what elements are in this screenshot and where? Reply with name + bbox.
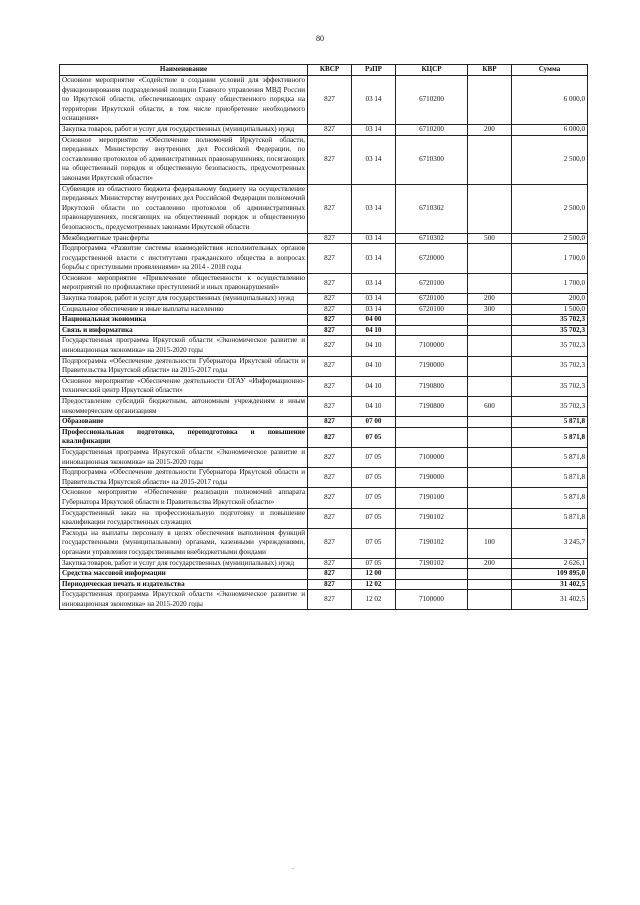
cell-sum: 5 871,8 <box>512 488 588 508</box>
cell-name: Закупка товаров, работ и услуг для государственных (муниципальных) нужд <box>60 124 308 135</box>
cell-kvsr: 827 <box>308 294 352 305</box>
cell-kvr: 500 <box>468 233 512 244</box>
cell-kvsr: 827 <box>308 447 352 467</box>
table-row <box>60 508 588 528</box>
cell-kvr <box>468 336 512 356</box>
cell-sum: 109 895,0 <box>512 569 588 580</box>
table-row <box>60 468 588 488</box>
cell-kvsr: 827 <box>308 135 352 184</box>
cell-sum: 31 402,5 <box>512 590 588 610</box>
cell-kcsr: 6720100 <box>396 304 468 315</box>
cell-kvsr: 827 <box>308 356 352 376</box>
cell-kcsr: 6710302 <box>396 233 468 244</box>
cell-name: Профессиональная подготовка, переподготовка и повышение квалификации <box>60 427 308 447</box>
cell-rzpr: 12 02 <box>352 579 396 590</box>
cell-kvsr: 827 <box>308 76 352 125</box>
budget-table <box>59 64 588 610</box>
cell-rzpr: 07 05 <box>352 427 396 447</box>
table-row <box>60 569 588 580</box>
cell-kcsr: 7190800 <box>396 376 468 396</box>
cell-rzpr: 03 14 <box>352 233 396 244</box>
cell-name: Подпрограмма «Обеспечение деятельности Губернатора Иркутской области и Правительства Иркутской области» на 2015-2017 годы <box>60 468 308 488</box>
cell-rzpr: 03 14 <box>352 124 396 135</box>
cell-kcsr <box>396 325 468 336</box>
cell-kvr <box>468 569 512 580</box>
cell-sum: 2 500,0 <box>512 184 588 233</box>
cell-kvr <box>468 356 512 376</box>
cell-rzpr: 07 05 <box>352 558 396 569</box>
table-body <box>60 76 588 610</box>
table-row <box>60 273 588 293</box>
cell-name: Государственный заказ на профессиональную подготовку и повышение квалификации государственных служащих <box>60 508 308 528</box>
table-row <box>60 397 588 417</box>
table-row <box>60 356 588 376</box>
cell-name: Подпрограмма «Обеспечение деятельности Губернатора Иркутской области и Правительства Иркутской области» на 2015-2017 годы <box>60 356 308 376</box>
cell-kvsr: 827 <box>308 528 352 558</box>
cell-name: Закупка товаров, работ и услуг для государственных (муниципальных) нужд <box>60 558 308 569</box>
cell-kvr <box>468 417 512 428</box>
cell-kvr <box>468 488 512 508</box>
cell-kvsr: 827 <box>308 184 352 233</box>
cell-sum: 5 871,8 <box>512 417 588 428</box>
cell-rzpr: 07 05 <box>352 488 396 508</box>
cell-rzpr: 04 10 <box>352 336 396 356</box>
table-row <box>60 376 588 396</box>
table-row <box>60 76 588 125</box>
cell-name: Государственная программа Иркутской области «Экономическое развитие и инновационная экономика» на 2015-2020 годы <box>60 336 308 356</box>
cell-name: Субвенция из областного бюджета федеральному бюджету на осуществление переданных Министерству внутренних дел Российской Федерации полномочий Иркутской области по составлению протоколов об административных правонарушениях, посягающих на общественный порядок и общественную безопасность, предусмотренных законами Иркутской области <box>60 184 308 233</box>
cell-sum: 35 702,3 <box>512 325 588 336</box>
header-name: Наименование <box>60 65 308 76</box>
cell-kvsr: 827 <box>308 233 352 244</box>
cell-name: Государственная программа Иркутской области «Экономическое развитие и инновационная экономика» на 2015-2020 годы <box>60 590 308 610</box>
cell-sum: 31 402,5 <box>512 579 588 590</box>
header-rzpr: РзПР <box>352 65 396 76</box>
cell-kvr: 200 <box>468 558 512 569</box>
cell-sum: 6 000,0 <box>512 124 588 135</box>
cell-sum: 2 626,1 <box>512 558 588 569</box>
cell-kvr <box>468 590 512 610</box>
cell-kvr <box>468 76 512 125</box>
cell-rzpr: 04 10 <box>352 356 396 376</box>
cell-kvr <box>468 468 512 488</box>
cell-sum: 5 871,8 <box>512 427 588 447</box>
cell-rzpr: 07 05 <box>352 528 396 558</box>
cell-kcsr: 6720100 <box>396 273 468 293</box>
cell-kvsr: 827 <box>308 304 352 315</box>
table-row <box>60 315 588 326</box>
cell-sum: 35 702,3 <box>512 356 588 376</box>
cell-kvsr: 827 <box>308 427 352 447</box>
cell-name: Основное мероприятие «Содействие в создании условий для эффективного функционирования подразделений полиции Главного управления МВД России по Иркутской области, обеспечивающих охрану общественного порядка на территории Иркутской области, в том числе приобретение необходимого оснащения» <box>60 76 308 125</box>
cell-kvr <box>468 427 512 447</box>
cell-sum: 35 702,3 <box>512 397 588 417</box>
cell-rzpr: 07 05 <box>352 508 396 528</box>
cell-rzpr: 04 10 <box>352 397 396 417</box>
cell-kcsr <box>396 579 468 590</box>
cell-name: Основное мероприятие «Обеспечение деятельности ОГАУ «Информационно-технический центр Иркутской области» <box>60 376 308 396</box>
cell-kvr <box>468 273 512 293</box>
cell-rzpr: 04 00 <box>352 315 396 326</box>
header-kvr: КВР <box>468 65 512 76</box>
cell-kcsr: 7100000 <box>396 447 468 467</box>
cell-sum: 1 700,0 <box>512 244 588 274</box>
cell-kvr: 200 <box>468 294 512 305</box>
table-header-row <box>60 65 588 76</box>
cell-kcsr: 7190102 <box>396 528 468 558</box>
cell-kvr <box>468 579 512 590</box>
cell-name: Закупка товаров, работ и услуг для государственных (муниципальных) нужд <box>60 294 308 305</box>
cell-kvr <box>468 135 512 184</box>
cell-kcsr: 7190102 <box>396 508 468 528</box>
cell-rzpr: 12 00 <box>352 569 396 580</box>
cell-sum: 35 702,3 <box>512 315 588 326</box>
cell-sum: 1 700,0 <box>512 273 588 293</box>
scan-mark: . <box>292 862 294 871</box>
cell-rzpr: 03 14 <box>352 244 396 274</box>
cell-kvsr: 827 <box>308 508 352 528</box>
header-kvsr: КВСР <box>308 65 352 76</box>
cell-kcsr: 6710200 <box>396 124 468 135</box>
cell-kvr <box>468 325 512 336</box>
table-row <box>60 417 588 428</box>
cell-sum: 200,0 <box>512 294 588 305</box>
table-row <box>60 447 588 467</box>
cell-rzpr: 04 10 <box>352 376 396 396</box>
cell-name: Подпрограмма «Развитие системы взаимодействия исполнительных органов государственной власти с институтами гражданского общества в вопросах борьбы с преступными проявлениями» на 2014 - 2018 годы <box>60 244 308 274</box>
cell-sum: 6 000,0 <box>512 76 588 125</box>
table-row <box>60 488 588 508</box>
cell-kvr: 300 <box>468 304 512 315</box>
cell-kvr <box>468 376 512 396</box>
cell-rzpr: 03 14 <box>352 76 396 125</box>
table-row <box>60 528 588 558</box>
cell-name: Национальная экономика <box>60 315 308 326</box>
cell-rzpr: 04 10 <box>352 325 396 336</box>
table-row <box>60 124 588 135</box>
table-row <box>60 579 588 590</box>
cell-kcsr: 7190102 <box>396 558 468 569</box>
table-row <box>60 233 588 244</box>
table-row <box>60 336 588 356</box>
cell-kcsr: 7100000 <box>396 590 468 610</box>
cell-name: Предоставление субсидий бюджетным, автономным учреждениям и иным некоммерческим организациям <box>60 397 308 417</box>
table-row <box>60 184 588 233</box>
cell-kvsr: 827 <box>308 488 352 508</box>
cell-sum: 35 702,3 <box>512 376 588 396</box>
cell-name: Связь и информатика <box>60 325 308 336</box>
cell-kcsr <box>396 569 468 580</box>
cell-name: Периодическая печать и издательства <box>60 579 308 590</box>
cell-name: Основное мероприятие «Привлечение общественности к осуществлению мероприятий по профилактике преступлений и иных правонарушений» <box>60 273 308 293</box>
cell-kcsr: 7190000 <box>396 468 468 488</box>
cell-kvr <box>468 244 512 274</box>
cell-name: Средства массовой информации <box>60 569 308 580</box>
cell-name: Основное мероприятие «Обеспечение полномочий Иркутской области, переданных Министерству внутренних дел Российской Федерации, по составлению протоколов об административных правонарушениях, посягающих на общественный порядок и общественную безопасность, предусмотренных законами Иркутской области» <box>60 135 308 184</box>
cell-kvsr: 827 <box>308 124 352 135</box>
table-row <box>60 294 588 305</box>
cell-kvr: 200 <box>468 124 512 135</box>
cell-kvsr: 827 <box>308 376 352 396</box>
cell-kvsr: 827 <box>308 579 352 590</box>
table-row <box>60 558 588 569</box>
cell-kcsr: 7100000 <box>396 336 468 356</box>
cell-kvr <box>468 447 512 467</box>
header-sum: Сумма <box>512 65 588 76</box>
cell-kvr <box>468 315 512 326</box>
cell-sum: 3 245,7 <box>512 528 588 558</box>
header-kcsr: КЦСР <box>396 65 468 76</box>
cell-kvsr: 827 <box>308 244 352 274</box>
cell-kvsr: 827 <box>308 315 352 326</box>
cell-sum: 2 500,0 <box>512 135 588 184</box>
cell-sum: 1 500,0 <box>512 304 588 315</box>
cell-rzpr: 03 14 <box>352 304 396 315</box>
page-number: 80 <box>316 34 324 43</box>
cell-kcsr: 6710300 <box>396 135 468 184</box>
cell-rzpr: 03 14 <box>352 294 396 305</box>
cell-rzpr: 03 14 <box>352 135 396 184</box>
cell-kcsr: 7190000 <box>396 356 468 376</box>
cell-sum: 5 871,8 <box>512 468 588 488</box>
cell-kvr <box>468 184 512 233</box>
cell-sum: 35 702,3 <box>512 336 588 356</box>
cell-kvr: 600 <box>468 397 512 417</box>
cell-kvr: 100 <box>468 528 512 558</box>
cell-kvsr: 827 <box>308 558 352 569</box>
cell-rzpr: 03 14 <box>352 184 396 233</box>
cell-kcsr: 6710302 <box>396 184 468 233</box>
cell-kcsr: 6710200 <box>396 76 468 125</box>
cell-name: Основное мероприятие «Обеспечение реализации полномочий аппарата Губернатора Иркутской области и Правительства Иркутской области» <box>60 488 308 508</box>
cell-rzpr: 07 05 <box>352 447 396 467</box>
cell-kcsr: 7190800 <box>396 397 468 417</box>
cell-sum: 2 500,0 <box>512 233 588 244</box>
cell-sum: 5 871,8 <box>512 447 588 467</box>
cell-kcsr <box>396 427 468 447</box>
table-row <box>60 590 588 610</box>
cell-kcsr <box>396 417 468 428</box>
cell-kcsr: 6720000 <box>396 244 468 274</box>
cell-kvsr: 827 <box>308 397 352 417</box>
cell-name: Социальное обеспечение и иные выплаты населению <box>60 304 308 315</box>
cell-rzpr: 12 02 <box>352 590 396 610</box>
table-row <box>60 135 588 184</box>
cell-kvsr: 827 <box>308 336 352 356</box>
cell-name: Образование <box>60 417 308 428</box>
cell-sum: 5 871,8 <box>512 508 588 528</box>
cell-kvsr: 827 <box>308 569 352 580</box>
table-row <box>60 304 588 315</box>
cell-name: Межбюджетные трансферты <box>60 233 308 244</box>
cell-kcsr: 7190100 <box>396 488 468 508</box>
cell-kvsr: 827 <box>308 468 352 488</box>
table-row <box>60 325 588 336</box>
cell-kvsr: 827 <box>308 325 352 336</box>
table-row <box>60 427 588 447</box>
cell-rzpr: 07 05 <box>352 468 396 488</box>
cell-rzpr: 07 00 <box>352 417 396 428</box>
cell-kvsr: 827 <box>308 590 352 610</box>
cell-name: Расходы на выплаты персоналу в целях обеспечения выполнения функций государственными (муниципальными) органами, казенными учреждениями, органами управления государственными внебюджетными фондами <box>60 528 308 558</box>
cell-kcsr <box>396 315 468 326</box>
cell-kvr <box>468 508 512 528</box>
cell-rzpr: 03 14 <box>352 273 396 293</box>
cell-kvsr: 827 <box>308 273 352 293</box>
cell-name: Государственная программа Иркутской области «Экономическое развитие и инновационная экономика» на 2015-2020 годы <box>60 447 308 467</box>
cell-kvsr: 827 <box>308 417 352 428</box>
cell-kcsr: 6720100 <box>396 294 468 305</box>
table-row <box>60 244 588 274</box>
